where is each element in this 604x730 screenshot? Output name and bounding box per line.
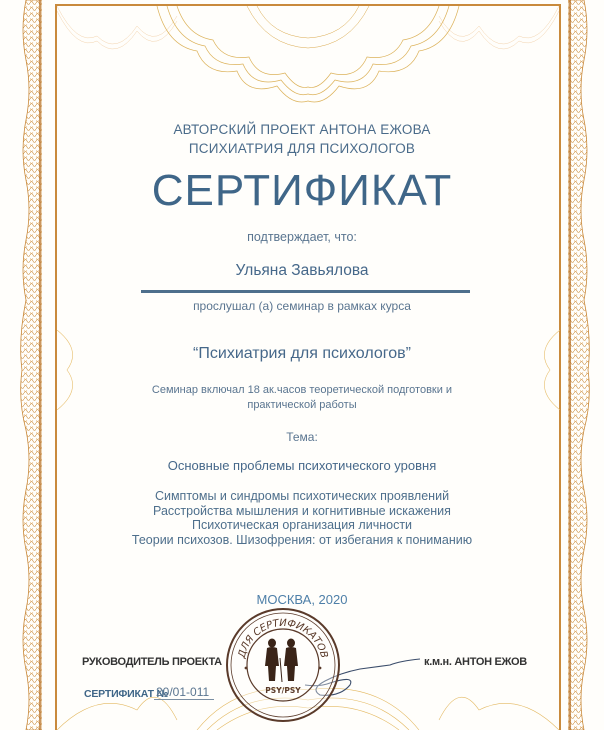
topic-label: Тема: (286, 430, 318, 444)
topic-item: Теории психозов. Шизофрения: от избегания к пониманию (131, 532, 473, 547)
attended-text: прослушал (а) семинар в рамках курса (193, 299, 411, 313)
topic-item: Симптомы и синдромы психотических проявлений (154, 489, 450, 503)
project-leader-name: к.м.н. АНТОН ЕЖОВ (424, 656, 527, 668)
topic-main: Основные проблемы психотического уровня (167, 458, 437, 473)
project-line-1: АВТОРСКИЙ ПРОЕКТ АНТОНА ЕЖОВА (173, 122, 431, 137)
left-ornamental-border (18, 0, 42, 730)
topic-item: Расстройства мышления и когнитивные искажения (153, 503, 451, 518)
confirms-text: подтверждает, что: (247, 230, 357, 244)
course-name: “Психиатрия для психологов” (193, 345, 411, 362)
stamp-seal (224, 606, 342, 724)
certificate-number: 20/01-011 (154, 685, 214, 700)
project-leader-label: РУКОВОДИТЕЛЬ ПРОЕКТА (82, 656, 222, 668)
seal-top-text: ДЛЯ СЕРТИФИКАТОВ (236, 617, 330, 660)
certificate-number-label: СЕРТИФИКАТ № (84, 688, 169, 700)
name-underline (141, 290, 470, 293)
certificate-title: СЕРТИФИКАТ (151, 166, 453, 215)
project-line-2: ПСИХИАТРИЯ ДЛЯ ПСИХОЛОГОВ (188, 141, 416, 156)
topic-item: Психотическая организация личности (191, 518, 413, 532)
seminar-description-line-2: практической работы (247, 399, 357, 411)
seal-center-text: PSY/PSY (265, 686, 301, 695)
topics-list (0, 489, 604, 547)
place-year: МОСКВА, 2020 (256, 592, 348, 607)
seminar-description-line-1: Семинар включал 18 ак.часов теоретической подготовки и (151, 384, 453, 396)
recipient-name: Ульяна Завьялова (235, 262, 369, 279)
right-ornamental-border (568, 0, 592, 730)
